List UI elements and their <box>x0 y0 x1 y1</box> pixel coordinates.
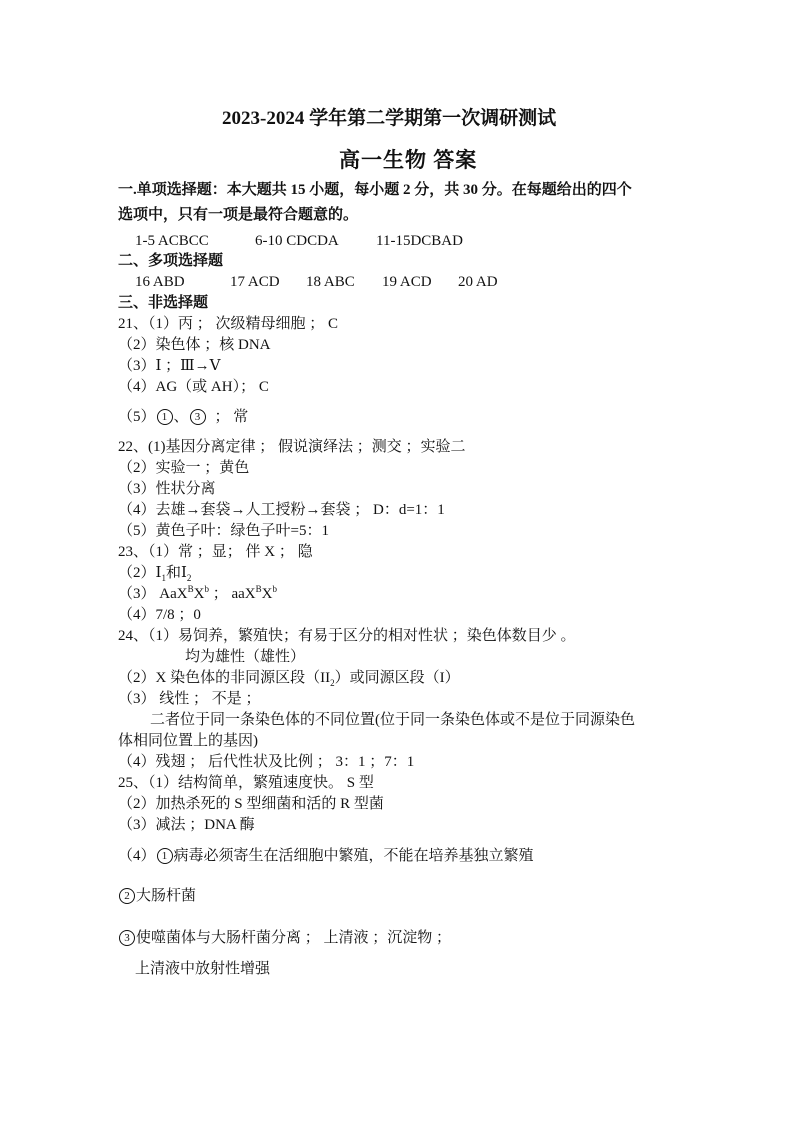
q24-line5: 二者位于同一条染色体的不同位置(位于同一条染色体或不是位于同源染色 <box>150 712 635 728</box>
q22-line1: 22、(1)基因分离定律 ； 假说演绎法 ；测交 ；实验二 <box>118 439 466 455</box>
q22-line2: （2）实验一 ；黄色 <box>118 460 250 476</box>
answer-20: 20 AD <box>458 274 498 290</box>
q25-line3: （3）减法 ；DNA 酶 <box>118 817 255 833</box>
q21-line4: （4）AG（或 AH）； C <box>118 379 269 395</box>
answer-16: 16 ABD <box>135 274 185 290</box>
q23-line3 <box>118 584 277 602</box>
circled-number-1: 1 <box>157 409 173 425</box>
q24-line3-b: ）或同源区段（I） <box>334 670 460 686</box>
q21-line1: 21、（1）丙 ； 次级精母细胞 ； C <box>118 316 339 332</box>
q23-line3-a: （3） AaX <box>118 586 188 602</box>
answer-17: 17 ACD <box>230 274 280 290</box>
q23-line2-a: （2）Ⅰ <box>118 565 162 581</box>
q23-line2 <box>118 566 191 581</box>
q24-line3-a: （2）X 染色体的非同源区段（II <box>118 670 331 686</box>
answer-19: 19 ACD <box>382 274 432 290</box>
q25-line6 <box>118 930 451 946</box>
section2-heading: 二、多项选择题 <box>118 253 224 269</box>
q23-sup-B1: B <box>187 584 194 594</box>
section1-heading-line1: 一.单项选择题：本大题共 15 小题，每小题 2 分，共 30 分。在每题给出的四个 <box>118 182 632 198</box>
q23-sup-b2: b <box>272 584 277 594</box>
q24-line4: （3） 线性 ； 不是 ； <box>118 691 261 707</box>
q25-line4-text: 病毒必须寄生在活细胞中繁殖，不能在培养基独立繁殖 <box>173 848 534 864</box>
answer-11-15: 11-15DCBAD <box>376 233 463 249</box>
q23-subscript-2: 2 <box>186 573 192 583</box>
answer-6-10: 6-10 CDCDA <box>255 233 339 249</box>
q25-line4 <box>118 848 534 864</box>
q21-line5-suffix: ； 常 <box>214 409 249 425</box>
answer-18: 18 ABC <box>306 274 355 290</box>
q21-line2: （2）染色体 ；核 DNA <box>118 337 271 353</box>
q24-subscript: 2 <box>330 678 335 688</box>
q22-line3: （3）性状分离 <box>118 481 216 497</box>
q22-line5: （5）黄色子叶：绿色子叶=5：1 <box>118 523 329 539</box>
q25-line4-prefix: （4） <box>118 848 156 864</box>
q21-line5-separator: 、 <box>173 409 189 425</box>
page-title: 2023-2024 学年第二学期第一次调研测试 <box>222 108 557 129</box>
q23-sup-B2: B <box>255 584 262 594</box>
q23-line2-b: 和Ⅰ <box>165 565 187 581</box>
q24-line1: 24、（1）易饲养，繁殖快；有易于区分的相对性状 ；染色体数目少 。 <box>118 628 576 644</box>
q23-subscript-1: 1 <box>161 573 166 583</box>
q24-line7: （4）残翅 ； 后代性状及比例 ； 3：1 ；7：1 <box>118 754 415 770</box>
q21-line3: （3）Ⅰ ；Ⅲ→Ⅴ <box>118 358 221 374</box>
q23-x1: X <box>193 586 205 602</box>
q23-x2: X <box>261 586 273 602</box>
q23-sup-b1: b <box>204 584 209 594</box>
q23-line4: （4）7/8 ；0 <box>118 607 201 623</box>
circled-number-3: 3 <box>119 930 135 946</box>
q25-line1: 25、（1）结构简单，繁殖速度快。 S 型 <box>118 775 374 791</box>
section3-heading: 三、非选择题 <box>118 295 209 311</box>
section1-heading-line2: 选项中，只有一项是最符合题意的。 <box>118 207 359 223</box>
q25-line2: （2）加热杀死的 S 型细菌和活的 R 型菌 <box>118 796 384 812</box>
circled-number-1: 1 <box>157 848 173 864</box>
q24-line3 <box>118 671 460 686</box>
q24-line2: 均为雄性（雄性） <box>185 649 306 665</box>
q21-line5-prefix: （5） <box>118 409 156 425</box>
q22-line4: （4）去雄→套袋→人工授粉→套袋 ； D：d=1：1 <box>118 502 445 518</box>
q25-line5-text: 大肠杆菌 <box>136 888 197 904</box>
page-subtitle: 高一生物 答案 <box>339 148 478 172</box>
q25-line6-text: 使噬菌体与大肠杆菌分离 ； 上清液 ；沉淀物 ； <box>136 930 452 946</box>
q21-line5 <box>118 409 248 425</box>
circled-number-2: 2 <box>119 888 135 904</box>
q24-line6: 体相同位置上的基因) <box>118 733 258 749</box>
q23-line3-mid: ； aaX <box>208 586 256 602</box>
answer-1-5: 1-5 ACBCC <box>135 233 209 249</box>
q23-line1: 23、（1）常 ；显； 伴 X ； 隐 <box>118 544 313 560</box>
q25-line7: 上清液中放射性增强 <box>135 961 271 977</box>
circled-number-3: 3 <box>190 409 206 425</box>
q25-line5 <box>118 888 196 904</box>
